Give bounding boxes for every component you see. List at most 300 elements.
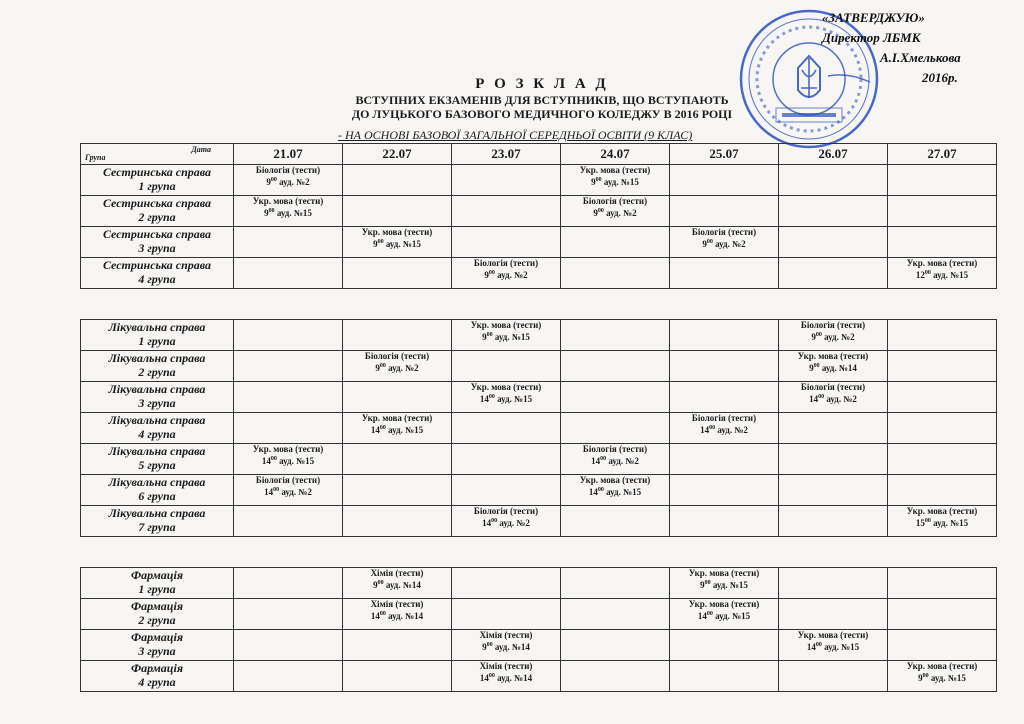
exam-room: ауд. №2	[497, 270, 528, 280]
group-specialty: Лікувальна справа	[108, 475, 206, 489]
exam-subject: Біологія (тести)	[691, 413, 757, 423]
exam-cell	[452, 258, 561, 289]
group-specialty: Фармація	[130, 599, 183, 613]
empty-cell	[670, 258, 779, 289]
exam-hour: 9	[918, 673, 923, 683]
exam-time-room	[888, 516, 996, 528]
group-cell	[81, 444, 234, 475]
exam-hour: 14	[479, 394, 489, 404]
exam-hour: 12	[915, 270, 925, 280]
exam-time-room	[561, 206, 669, 218]
exam-cell	[561, 196, 670, 227]
empty-cell	[452, 599, 561, 630]
exam-room: ауд. №2	[279, 177, 310, 187]
exam-hour: 9	[593, 208, 598, 218]
empty-cell	[888, 165, 997, 196]
group-specialty: Лікувальна справа	[108, 382, 206, 396]
exam-hour: 9	[811, 332, 816, 342]
empty-cell	[888, 599, 997, 630]
exam-cell	[452, 320, 561, 351]
section-separator	[81, 537, 997, 568]
exam-minutes: 00	[815, 332, 822, 338]
table-row	[81, 475, 997, 506]
exam-hour: 9	[484, 270, 489, 280]
exam-subject: Укр. мова (тести)	[797, 351, 869, 361]
empty-cell	[670, 661, 779, 692]
group-number: 1 група	[138, 179, 176, 193]
empty-cell	[779, 413, 888, 444]
approval-line-3: А.І.Хмелькова	[880, 50, 961, 65]
group-number: 4 група	[138, 272, 176, 286]
exam-time-room	[452, 268, 560, 280]
exam-cell	[343, 568, 452, 599]
table-row	[81, 165, 997, 196]
date-header: 25.07	[670, 144, 779, 165]
exam-subject: Біологія (тести)	[473, 506, 539, 516]
table-row	[81, 661, 997, 692]
exam-room: ауд. №15	[388, 425, 424, 435]
exam-hour: 9	[375, 363, 380, 373]
group-specialty: Лікувальна справа	[108, 506, 206, 520]
exam-subject: Укр. мова (тести)	[906, 661, 978, 671]
exam-cell	[670, 413, 779, 444]
exam-room: ауд. №14	[385, 580, 421, 590]
empty-cell	[234, 258, 343, 289]
exam-subject: Укр. мова (тести)	[252, 444, 324, 454]
exam-minutes: 00	[377, 239, 384, 245]
exam-subject: Укр. мова (тести)	[470, 382, 542, 392]
exam-cell	[670, 599, 779, 630]
empty-cell	[888, 630, 997, 661]
exam-minutes: 00	[924, 270, 931, 276]
exam-hour: 14	[809, 394, 819, 404]
empty-cell	[779, 258, 888, 289]
empty-cell	[452, 165, 561, 196]
exam-room: ауд. №14	[821, 363, 857, 373]
exam-cell	[670, 568, 779, 599]
empty-cell	[561, 599, 670, 630]
exam-minutes: 00	[488, 394, 495, 400]
corner-cell	[81, 144, 234, 165]
exam-subject: Біологія (тести)	[473, 258, 539, 268]
group-cell	[81, 227, 234, 258]
empty-cell	[779, 165, 888, 196]
exam-minutes: 00	[268, 208, 275, 214]
exam-hour: 9	[700, 580, 705, 590]
document-heading	[0, 76, 1024, 121]
exam-subject: Біологія (тести)	[800, 320, 866, 330]
exam-subject: Біологія (тести)	[255, 475, 321, 485]
exam-cell	[779, 630, 888, 661]
exam-room: ауд. №15	[930, 673, 966, 683]
table-row	[81, 444, 997, 475]
exam-room: ауд. №2	[606, 208, 637, 218]
exam-time-room	[779, 392, 887, 404]
exam-cell	[452, 506, 561, 537]
empty-cell	[888, 568, 997, 599]
empty-cell	[452, 196, 561, 227]
group-number: 3 група	[138, 644, 176, 658]
date-header: 22.07	[343, 144, 452, 165]
date-header: 26.07	[779, 144, 888, 165]
exam-hour: 9	[264, 208, 269, 218]
exam-cell	[888, 258, 997, 289]
exam-time-room	[670, 578, 778, 590]
group-cell	[81, 568, 234, 599]
approval-line-4: 2016р.	[922, 70, 958, 85]
exam-minutes: 00	[922, 673, 929, 679]
exam-room: ауд. №2	[715, 239, 746, 249]
exam-hour: 14	[591, 456, 601, 466]
group-specialty: Лікувальна справа	[108, 351, 206, 365]
exam-minutes: 00	[815, 642, 822, 648]
exam-room: ауд. №15	[715, 611, 751, 621]
group-number: 4 група	[138, 675, 176, 689]
exam-time-room	[452, 392, 560, 404]
separator-cell	[81, 537, 997, 568]
exam-time-room	[561, 175, 669, 187]
empty-cell	[779, 661, 888, 692]
exam-hour: 9	[373, 580, 378, 590]
exam-cell	[561, 165, 670, 196]
empty-cell	[234, 506, 343, 537]
exam-subject: Біологія (тести)	[691, 227, 757, 237]
exam-hour: 14	[806, 642, 816, 652]
exam-room: ауд. №15	[385, 239, 421, 249]
exam-cell	[234, 196, 343, 227]
empty-cell	[452, 227, 561, 258]
table-row	[81, 568, 997, 599]
empty-cell	[888, 444, 997, 475]
exam-time-room	[670, 237, 778, 249]
exam-hour: 14	[700, 425, 710, 435]
exam-minutes: 00	[379, 363, 386, 369]
exam-time-room	[343, 423, 451, 435]
exam-minutes: 00	[600, 456, 607, 462]
exam-room: ауд. №14	[497, 673, 533, 683]
exam-room: ауд. №14	[388, 611, 424, 621]
exam-room: ауд. №15	[606, 487, 642, 497]
exam-time-room	[452, 516, 560, 528]
exam-cell	[561, 475, 670, 506]
empty-cell	[561, 258, 670, 289]
exam-minutes: 00	[706, 239, 713, 245]
empty-cell	[561, 351, 670, 382]
exam-cell	[343, 351, 452, 382]
exam-time-room	[234, 175, 342, 187]
empty-cell	[561, 506, 670, 537]
exam-room: ауд. №15	[494, 332, 530, 342]
group-number: 2 група	[138, 365, 176, 379]
exam-subject: Хімія (тести)	[479, 630, 533, 640]
exam-subject: Укр. мова (тести)	[579, 165, 651, 175]
schedule-table	[80, 143, 997, 692]
empty-cell	[561, 413, 670, 444]
empty-cell	[779, 475, 888, 506]
exam-subject: Біологія (тести)	[800, 382, 866, 392]
exam-cell	[452, 630, 561, 661]
empty-cell	[234, 227, 343, 258]
table-row	[81, 506, 997, 537]
empty-cell	[343, 444, 452, 475]
exam-minutes: 00	[704, 580, 711, 586]
empty-cell	[343, 165, 452, 196]
exam-subject: Біологія (тести)	[582, 196, 648, 206]
exam-room: ауд. №15	[933, 270, 969, 280]
document-title: Р О З К Л А Д	[475, 76, 609, 92]
exam-room: ауд. №2	[608, 456, 639, 466]
exam-room: ауд. №15	[279, 456, 315, 466]
exam-time-room	[234, 454, 342, 466]
exam-subject: Біологія (тести)	[364, 351, 430, 361]
exam-hour: 9	[702, 239, 707, 249]
group-number: 4 група	[138, 427, 176, 441]
empty-cell	[234, 568, 343, 599]
group-specialty: Сестринська справа	[102, 258, 212, 272]
empty-cell	[234, 661, 343, 692]
group-specialty: Сестринська справа	[102, 196, 212, 210]
exam-subject: Хімія (тести)	[370, 599, 424, 609]
exam-cell	[452, 382, 561, 413]
exam-time-room	[234, 206, 342, 218]
group-specialty: Фармація	[130, 630, 183, 644]
exam-subject: Укр. мова (тести)	[361, 413, 433, 423]
group-cell	[81, 475, 234, 506]
empty-cell	[670, 320, 779, 351]
empty-cell	[343, 320, 452, 351]
approval-line-1: «ЗАТВЕРДЖУЮ»	[822, 10, 925, 25]
exam-hour: 14	[370, 425, 380, 435]
table-row	[81, 599, 997, 630]
exam-subject: Укр. мова (тести)	[797, 630, 869, 640]
exam-hour: 9	[266, 177, 271, 187]
exam-time-room	[779, 640, 887, 652]
group-number: 3 група	[138, 396, 176, 410]
exam-cell	[343, 227, 452, 258]
empty-cell	[670, 382, 779, 413]
exam-room: ауд. №15	[824, 642, 860, 652]
empty-cell	[452, 444, 561, 475]
group-number: 7 група	[138, 520, 176, 534]
exam-cell	[779, 320, 888, 351]
exam-minutes: 00	[379, 611, 386, 617]
exam-minutes: 00	[813, 363, 820, 369]
exam-cell	[343, 413, 452, 444]
exam-subject: Хімія (тести)	[370, 568, 424, 578]
exam-time-room	[343, 609, 451, 621]
empty-cell	[888, 413, 997, 444]
group-cell	[81, 196, 234, 227]
exam-hour: 9	[809, 363, 814, 373]
group-specialty: Фармація	[130, 661, 183, 675]
group-number: 2 група	[138, 613, 176, 627]
date-header: 24.07	[561, 144, 670, 165]
empty-cell	[561, 661, 670, 692]
empty-cell	[888, 320, 997, 351]
exam-subject: Укр. мова (тести)	[361, 227, 433, 237]
exam-cell	[452, 661, 561, 692]
exam-subject: Укр. мова (тести)	[906, 258, 978, 268]
exam-minutes: 00	[270, 456, 277, 462]
date-label: Дата	[191, 145, 211, 154]
empty-cell	[888, 196, 997, 227]
empty-cell	[779, 599, 888, 630]
exam-room: ауд. №2	[281, 487, 312, 497]
exam-time-room	[452, 330, 560, 342]
exam-room: ауд. №2	[826, 394, 857, 404]
exam-minutes: 00	[597, 487, 604, 493]
empty-cell	[888, 227, 997, 258]
empty-cell	[343, 258, 452, 289]
empty-cell	[343, 475, 452, 506]
exam-cell	[234, 444, 343, 475]
group-number: 1 група	[138, 582, 176, 596]
empty-cell	[234, 599, 343, 630]
exam-room: ауд. №2	[717, 425, 748, 435]
schedule-body	[81, 165, 997, 692]
empty-cell	[343, 506, 452, 537]
group-specialty: Фармація	[130, 568, 183, 582]
exam-room: ауд. №2	[824, 332, 855, 342]
exam-subject: Укр. мова (тести)	[579, 475, 651, 485]
exam-minutes: 00	[273, 487, 280, 493]
exam-room: ауд. №15	[603, 177, 639, 187]
exam-time-room	[888, 268, 996, 280]
group-cell	[81, 382, 234, 413]
exam-room: ауд. №2	[499, 518, 530, 528]
empty-cell	[779, 227, 888, 258]
group-cell	[81, 351, 234, 382]
exam-subject: Укр. мова (тести)	[688, 599, 760, 609]
table-row	[81, 351, 997, 382]
exam-subject: Укр. мова (тести)	[688, 568, 760, 578]
exam-hour: 9	[591, 177, 596, 187]
empty-cell	[670, 444, 779, 475]
exam-hour: 15	[915, 518, 925, 528]
exam-room: ауд. №15	[712, 580, 748, 590]
group-cell	[81, 413, 234, 444]
exam-time-room	[452, 671, 560, 683]
group-number: 2 група	[138, 210, 176, 224]
empty-cell	[670, 475, 779, 506]
empty-cell	[234, 351, 343, 382]
group-number: 1 група	[138, 334, 176, 348]
exam-hour: 14	[697, 611, 707, 621]
empty-cell	[779, 506, 888, 537]
exam-time-room	[343, 361, 451, 373]
empty-cell	[234, 320, 343, 351]
table-row	[81, 382, 997, 413]
empty-cell	[670, 351, 779, 382]
exam-time-room	[234, 485, 342, 497]
empty-cell	[561, 227, 670, 258]
exam-minutes: 00	[488, 270, 495, 276]
empty-cell	[234, 630, 343, 661]
group-number: 6 група	[138, 489, 176, 503]
group-cell	[81, 661, 234, 692]
header-row	[81, 144, 997, 165]
group-specialty: Сестринська справа	[102, 227, 212, 241]
group-cell	[81, 258, 234, 289]
exam-time-room	[561, 485, 669, 497]
exam-minutes: 00	[377, 580, 384, 586]
group-cell	[81, 320, 234, 351]
exam-subject: Хімія (тести)	[479, 661, 533, 671]
exam-room: ауд. №15	[933, 518, 969, 528]
empty-cell	[888, 475, 997, 506]
exam-hour: 9	[373, 239, 378, 249]
exam-hour: 14	[479, 673, 489, 683]
empty-cell	[888, 382, 997, 413]
exam-minutes: 00	[595, 177, 602, 183]
group-cell	[81, 506, 234, 537]
exam-cell	[343, 599, 452, 630]
empty-cell	[561, 630, 670, 661]
exam-room: ауд. №14	[494, 642, 530, 652]
empty-cell	[670, 506, 779, 537]
education-basis: - НА ОСНОВІ БАЗОВОЇ ЗАГАЛЬНОЇ СЕРЕДНЬОЇ ОСВІТИ (9 КЛАС)	[338, 128, 693, 142]
empty-cell	[561, 320, 670, 351]
exam-hour: 14	[482, 518, 492, 528]
date-header: 23.07	[452, 144, 561, 165]
exam-subject: Укр. мова (тести)	[470, 320, 542, 330]
empty-cell	[343, 196, 452, 227]
exam-minutes: 00	[597, 208, 604, 214]
empty-cell	[779, 568, 888, 599]
exam-room: ауд. №2	[388, 363, 419, 373]
empty-cell	[779, 444, 888, 475]
empty-cell	[234, 382, 343, 413]
empty-cell	[888, 351, 997, 382]
exam-cell	[234, 165, 343, 196]
empty-cell	[670, 630, 779, 661]
group-number: 3 група	[138, 241, 176, 255]
exam-time-room	[343, 237, 451, 249]
empty-cell	[343, 661, 452, 692]
exam-time-room	[452, 640, 560, 652]
group-specialty: Лікувальна справа	[108, 413, 206, 427]
exam-cell	[670, 227, 779, 258]
exam-time-room	[561, 454, 669, 466]
exam-subject: Укр. мова (тести)	[906, 506, 978, 516]
exam-cell	[234, 475, 343, 506]
group-cell	[81, 630, 234, 661]
empty-cell	[452, 475, 561, 506]
exam-cell	[888, 506, 997, 537]
date-header: 27.07	[888, 144, 997, 165]
empty-cell	[561, 568, 670, 599]
exam-time-room	[670, 423, 778, 435]
approval-line-2: Директор ЛБМК	[822, 30, 921, 45]
exam-cell	[779, 382, 888, 413]
exam-minutes: 00	[270, 177, 277, 183]
empty-cell	[452, 568, 561, 599]
exam-minutes: 00	[379, 425, 386, 431]
exam-minutes: 00	[486, 642, 493, 648]
table-row	[81, 196, 997, 227]
exam-hour: 14	[370, 611, 380, 621]
exam-time-room	[779, 330, 887, 342]
group-number: 5 група	[138, 458, 176, 472]
exam-subject: Укр. мова (тести)	[252, 196, 324, 206]
exam-minutes: 00	[706, 611, 713, 617]
group-label: Група	[85, 153, 106, 162]
empty-cell	[779, 196, 888, 227]
empty-cell	[343, 630, 452, 661]
table-row	[81, 630, 997, 661]
group-cell	[81, 599, 234, 630]
empty-cell	[452, 351, 561, 382]
